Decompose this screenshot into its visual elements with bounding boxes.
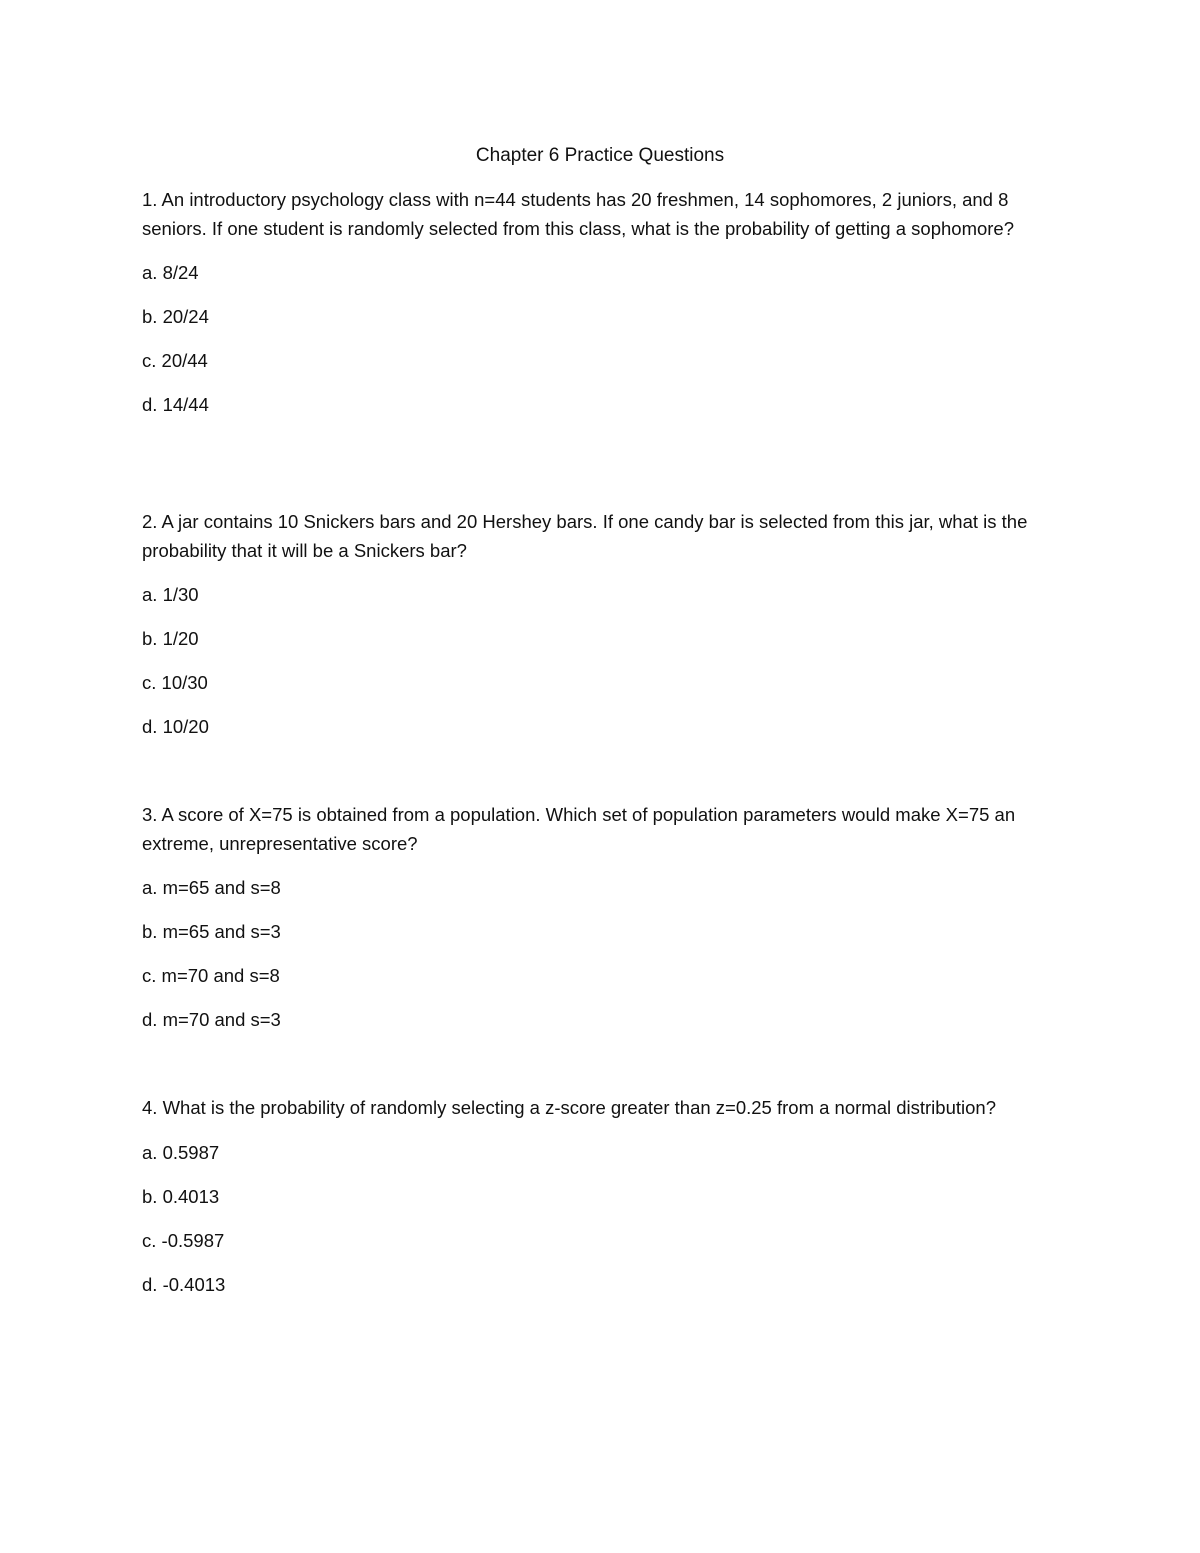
question-3-option-a: a. m=65 and s=8	[142, 877, 281, 898]
question-2-option-a: a. 1/30	[142, 584, 199, 605]
question-4	[142, 1094, 1062, 1298]
question-3-option-d: d. m=70 and s=3	[142, 1009, 281, 1030]
question-3-option-c: c. m=70 and s=8	[142, 965, 280, 986]
question-2-option-d: d. 10/20	[142, 716, 209, 737]
question-1-text: 1. An introductory psychology class with n=44 students has 20 freshmen, 14 sophomores, 2 juniors, and 8 seniors. If one student is randomly selected from this class, what is the probability of getting a sophomore?	[142, 189, 1015, 239]
question-3-options	[142, 875, 1062, 1033]
question-3-option-b: b. m=65 and s=3	[142, 921, 281, 942]
question-4-option-c: c. -0.5987	[142, 1229, 225, 1251]
question-1-option-a: a. 8/24	[142, 262, 199, 283]
question-2	[142, 508, 1062, 740]
question-1-option-d: d. 14/44	[142, 394, 209, 415]
question-2-option-c: c. 10/30	[142, 672, 208, 693]
question-1-options	[142, 260, 1062, 418]
question-2-options	[142, 582, 1062, 740]
question-1-option-c: c. 20/44	[142, 350, 208, 371]
question-2-text: 2. A jar contains 10 Snickers bars and 20 Hershey bars. If one candy bar is selected from this jar, what is the probability that it will be a Snickers bar?	[142, 511, 1028, 561]
question-4-option-d: d. -0.4013	[142, 1273, 226, 1295]
question-1	[142, 186, 1062, 418]
question-4-options	[142, 1140, 1062, 1298]
question-3-text: 3. A score of X=75 is obtained from a population. Which set of population parameters would make X=75 an extreme, unrepresentative score?	[142, 804, 1016, 854]
question-3	[142, 801, 1062, 1033]
question-1-option-b: b. 20/24	[142, 306, 209, 327]
question-4-option-a: a. 0.5987	[142, 1141, 220, 1163]
question-2-option-b: b. 1/20	[142, 628, 199, 649]
page-title: Chapter 6 Practice Questions	[475, 145, 725, 166]
question-4-text: 4. What is the probability of randomly selecting a z-score greater than z=0.25 from a normal distribution?	[142, 1097, 996, 1118]
question-4-option-b: b. 0.4013	[142, 1185, 220, 1207]
